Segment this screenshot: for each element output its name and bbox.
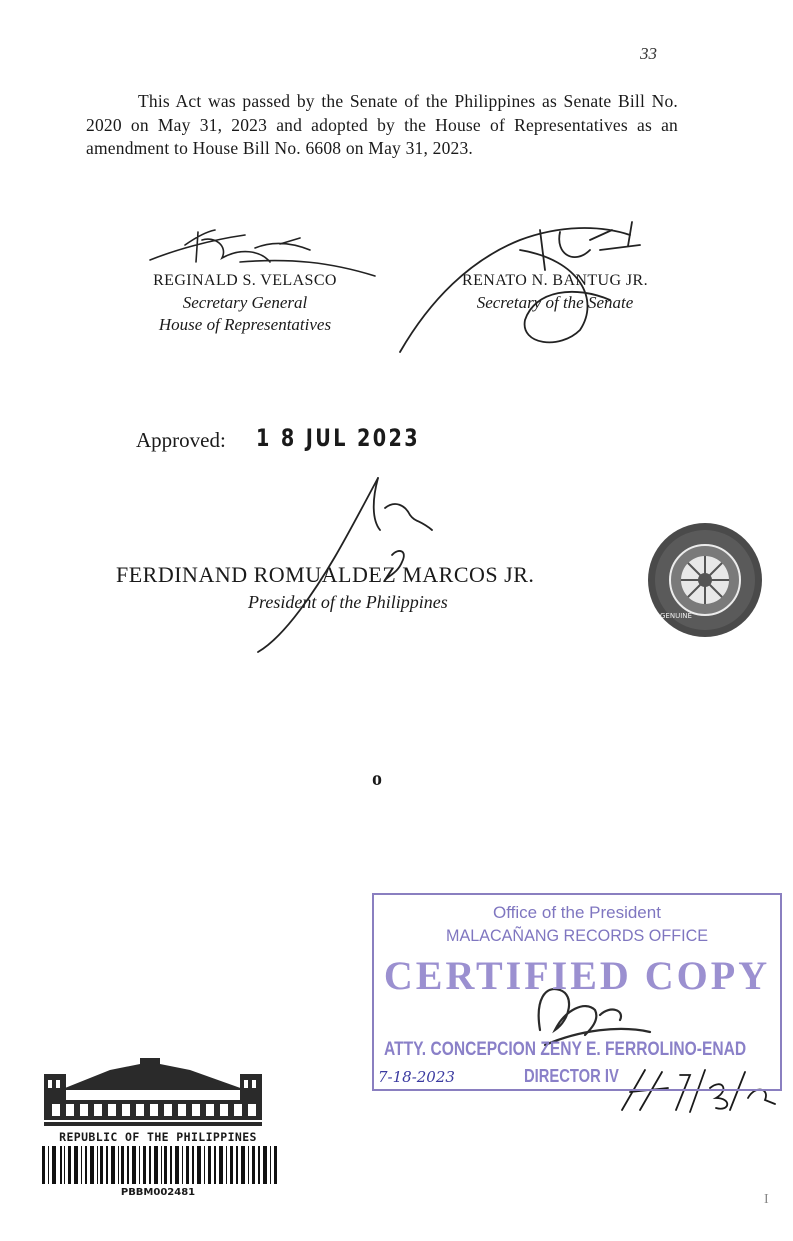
stamp-officer-position: DIRECTOR IV [524,1066,619,1086]
signatory-house-name: REGINALD S. VELASCO [153,272,337,289]
velasco-signature [150,230,375,276]
signatory-house-title: Secretary General [182,293,308,312]
barcode-number: PBBM002481 [120,1187,196,1198]
stamp-records-office-line: MALACAÑANG RECORDS OFFICE [445,926,709,945]
end-mark: o [372,768,382,790]
approved-date-stamp: 1 8 JUL 2023 [256,424,420,452]
republic-label: REPUBLIC OF THE PHILIPPINES [59,1130,257,1144]
barcode [42,1146,277,1184]
page-number: 33 [640,44,657,63]
president-name: FERDINAND ROMUALDEZ MARCOS JR. [116,562,535,587]
signatory-senate-title: Secretary of the Senate [476,293,634,312]
signatory-senate-name: RENATO N. BANTUG JR. [462,272,648,289]
passage-statement: This Act was passed by the Senate of the Philippines as Senate Bill No. 2020 on May 31, 2023 and adopted by the House of Representatives as an amendment to House Bill No. 6608 on May 31, 2023. [86,91,678,158]
approved-label: Approved: [136,428,226,452]
president-title: President of the Philippines [248,592,448,612]
stamp-office-line: Office of the President [493,903,661,922]
signatory-house-office: House of Representatives [158,315,332,334]
stamp-officer-name: ATTY. CONCEPCION ZENY E. FERROLINO-ENAD [384,1039,747,1060]
corner-mark: I [764,1192,769,1207]
stamp-handwritten-date: 7-18-2023 [378,1068,455,1086]
stamp-certified-copy: CERTIFIED COPY [383,953,771,998]
bantug-signature [400,222,640,352]
president-signature [258,478,432,652]
seal-genuine-label: GENUINE [660,612,692,620]
